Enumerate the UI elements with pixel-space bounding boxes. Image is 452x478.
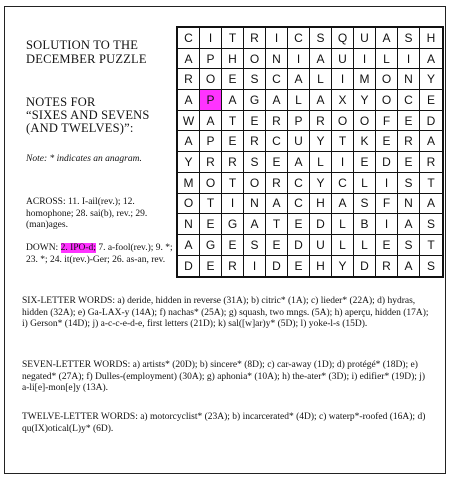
twelve-letter-words: TWELVE-LETTER WORDS: a) motorcyclist* (23A); b) incarcerated* (4D); c) waterp*-roofed (16A); d) qu(IX)otical(L)y* (6D). (22, 412, 426, 434)
grid-cell: A (222, 90, 244, 111)
grid-cell: I (332, 152, 354, 173)
grid-cell: P (200, 131, 222, 152)
grid-cell: R (244, 131, 266, 152)
grid-cell: T (222, 111, 244, 132)
grid-cell: E (200, 214, 222, 235)
grid-cell: S (310, 28, 332, 49)
grid-cell: L (332, 214, 354, 235)
grid-cell: U (288, 131, 310, 152)
grid-cell: I (332, 69, 354, 90)
grid-cell: O (200, 173, 222, 194)
grid-cell: E (376, 235, 398, 256)
grid-cell: R (178, 69, 200, 90)
grid-cell: G (200, 235, 222, 256)
grid-cell: U (332, 49, 354, 70)
grid-cell: D (420, 111, 442, 132)
grid-cell: C (266, 131, 288, 152)
grid-cell: X (332, 90, 354, 111)
grid-cell: C (266, 69, 288, 90)
grid-cell: Y (354, 90, 376, 111)
grid-cell: C (178, 28, 200, 49)
seven-letter-words: SEVEN-LETTER WORDS: a) artists* (20D); b) sincere* (8D); c) car-away (1D); d) protégé* (18D); e) negated* (27A); f) Dulles-(employment) (30A); g) aphonia* (10A); h) the-ater* (3D); i) edifier* (19D); j) a-li[e]-mon[e]y (13A). (22, 360, 426, 393)
six-letter-words: SIX-LETTER WORDS: a) deride, hidden in reverse (31A); b) citric* (1A); c) lieder* (22A); d) hydras, hidden (32A); e) Ga-LAX-y (14A); f) nachas* (25A); g) squash, two mngs. (5A); h) aperçu, hidden (17A); i) Gerson* (14D); j) a-c-c-e-d-e, first letters (21D); k) sal([w]ar)y* (5D); l) yoke-l-s (15D). (22, 296, 429, 329)
grid-cell: S (244, 152, 266, 173)
grid-cell: A (398, 256, 420, 277)
notes-heading-line-3: (AND TWELVES)”: (26, 121, 134, 135)
grid-cell: A (288, 152, 310, 173)
grid-cell: R (376, 256, 398, 277)
grid-cell: Y (178, 152, 200, 173)
grid-cell: C (288, 28, 310, 49)
grid-cell: F (376, 111, 398, 132)
grid-cell: Y (310, 173, 332, 194)
grid-cell: I (266, 28, 288, 49)
grid-cell: S (398, 28, 420, 49)
grid-cell: I (244, 256, 266, 277)
grid-cell: R (266, 111, 288, 132)
grid-cell: N (244, 194, 266, 215)
grid-cell: R (222, 152, 244, 173)
grid-cell: E (398, 111, 420, 132)
grid-cell: A (376, 28, 398, 49)
notes-heading (26, 96, 150, 135)
grid-cell: T (222, 173, 244, 194)
grid-cell: S (244, 69, 266, 90)
grid-cell: A (266, 194, 288, 215)
grid-cell: N (178, 214, 200, 235)
grid-cell: Y (332, 256, 354, 277)
grid-cell: T (222, 28, 244, 49)
grid-cell: E (376, 131, 398, 152)
grid-cell: T (420, 235, 442, 256)
grid-cell: S (354, 194, 376, 215)
grid-cell: A (310, 49, 332, 70)
grid-cell: E (200, 256, 222, 277)
grid-cell: A (200, 111, 222, 132)
grid-cell: U (310, 235, 332, 256)
grid-cell: A (420, 131, 442, 152)
grid-cell: O (244, 49, 266, 70)
grid-cell: A (398, 214, 420, 235)
grid-cell: R (398, 131, 420, 152)
across-notes: ACROSS: 11. I-ail(rev.); 12. homophone; 28. sai(b), rev.; 29. (man)ages. (26, 197, 148, 230)
down-rest: 7. a-fool(rev.); 9. *; 23. *; 24. it(rev.)-Ger; 26. as-an, rev. (26, 243, 173, 265)
grid-cell: A (178, 235, 200, 256)
grid-cell: L (376, 49, 398, 70)
grid-cell: I (200, 28, 222, 49)
grid-cell: O (354, 111, 376, 132)
grid-cell: C (288, 194, 310, 215)
title-line-2: DECEMBER PUZZLE (26, 52, 147, 66)
grid-cell: E (354, 152, 376, 173)
grid-cell: O (178, 194, 200, 215)
grid-cell: D (178, 256, 200, 277)
grid-cell: P (200, 49, 222, 70)
grid-cell: C (398, 90, 420, 111)
grid-cell: E (420, 90, 442, 111)
anagram-note: Note: * indicates an anagram. (26, 154, 142, 164)
grid-cell: Y (310, 131, 332, 152)
title-line-1: SOLUTION TO THE (26, 38, 139, 52)
grid-cell: L (310, 152, 332, 173)
crossword-grid (176, 26, 444, 278)
grid-cell: R (222, 256, 244, 277)
grid-cell: P (200, 90, 222, 111)
grid-cell: I (288, 49, 310, 70)
grid-cell: G (244, 90, 266, 111)
grid-cell: O (244, 173, 266, 194)
grid-cell: H (420, 28, 442, 49)
grid-cell: L (354, 173, 376, 194)
grid-cell: R (420, 152, 442, 173)
grid-cell: E (266, 235, 288, 256)
grid-cell: T (266, 214, 288, 235)
grid-cell: O (332, 111, 354, 132)
grid-cell: D (310, 214, 332, 235)
grid-cell: I (376, 214, 398, 235)
grid-cell: A (178, 90, 200, 111)
grid-cell: A (310, 90, 332, 111)
grid-cell: O (376, 90, 398, 111)
grid-cell: N (398, 194, 420, 215)
notes-heading-line-2: “SIXES AND SEVENS (26, 108, 150, 122)
grid-cell: T (420, 173, 442, 194)
grid-cell: E (244, 111, 266, 132)
grid-cell: Y (420, 69, 442, 90)
grid-cell: Q (332, 28, 354, 49)
grid-cell: S (420, 214, 442, 235)
grid-cell: E (288, 214, 310, 235)
grid-cell: A (332, 194, 354, 215)
grid-cell: L (354, 235, 376, 256)
grid-cell: L (332, 235, 354, 256)
grid-cell: A (420, 49, 442, 70)
grid-cell: C (332, 173, 354, 194)
grid-cell: E (288, 256, 310, 277)
grid-cell: R (310, 111, 332, 132)
grid-cell: N (398, 69, 420, 90)
grid-cell: D (266, 256, 288, 277)
grid-cell: H (310, 194, 332, 215)
grid-cell: E (222, 235, 244, 256)
down-label: DOWN: (26, 243, 59, 253)
grid-cell: E (222, 69, 244, 90)
grid-cell: S (426, 258, 435, 273)
grid-cell: D (354, 256, 376, 277)
grid-cell: A (178, 131, 200, 152)
grid-cell: S (244, 235, 266, 256)
grid-cell: R (266, 173, 288, 194)
grid-cell: L (310, 69, 332, 90)
grid-cell: P (288, 111, 310, 132)
page-title (26, 38, 147, 66)
grid-cell: H (310, 256, 332, 277)
grid-cell: O (200, 69, 222, 90)
grid-cell: R (244, 28, 266, 49)
grid-cell: A (420, 194, 442, 215)
grid-cell: E (222, 131, 244, 152)
grid-cell: T (200, 194, 222, 215)
grid-cell: M (178, 173, 200, 194)
grid-cell: O (376, 69, 398, 90)
grid-cell: N (266, 49, 288, 70)
grid-cell: E (398, 152, 420, 173)
grid-cell: A (288, 69, 310, 90)
grid-cell: H (222, 49, 244, 70)
grid-cell: S (398, 235, 420, 256)
grid-cell: S (398, 173, 420, 194)
grid-cell: A (244, 214, 266, 235)
grid-cell: T (332, 131, 354, 152)
grid-cell: I (354, 49, 376, 70)
grid-cell: A (266, 90, 288, 111)
grid-cell: D (376, 152, 398, 173)
grid-cell: U (354, 28, 376, 49)
grid-cell: K (354, 131, 376, 152)
grid-cell: W (178, 111, 200, 132)
grid-cell: R (200, 152, 222, 173)
down-notes (26, 243, 176, 266)
grid-cell: A (178, 49, 200, 70)
grid-cell: I (376, 173, 398, 194)
grid-cell: D (288, 235, 310, 256)
grid-cell: F (376, 194, 398, 215)
grid-cell: I (398, 49, 420, 70)
grid-cell: B (354, 214, 376, 235)
grid-cell: G (222, 214, 244, 235)
grid-cell: M (354, 69, 376, 90)
down-highlight: 2. IPO-d; (60, 243, 96, 253)
grid-cell: L (288, 90, 310, 111)
grid-cell: C (288, 173, 310, 194)
notes-heading-line-1: NOTES FOR (26, 95, 96, 109)
grid-cell: I (222, 194, 244, 215)
grid-cell: E (266, 152, 288, 173)
